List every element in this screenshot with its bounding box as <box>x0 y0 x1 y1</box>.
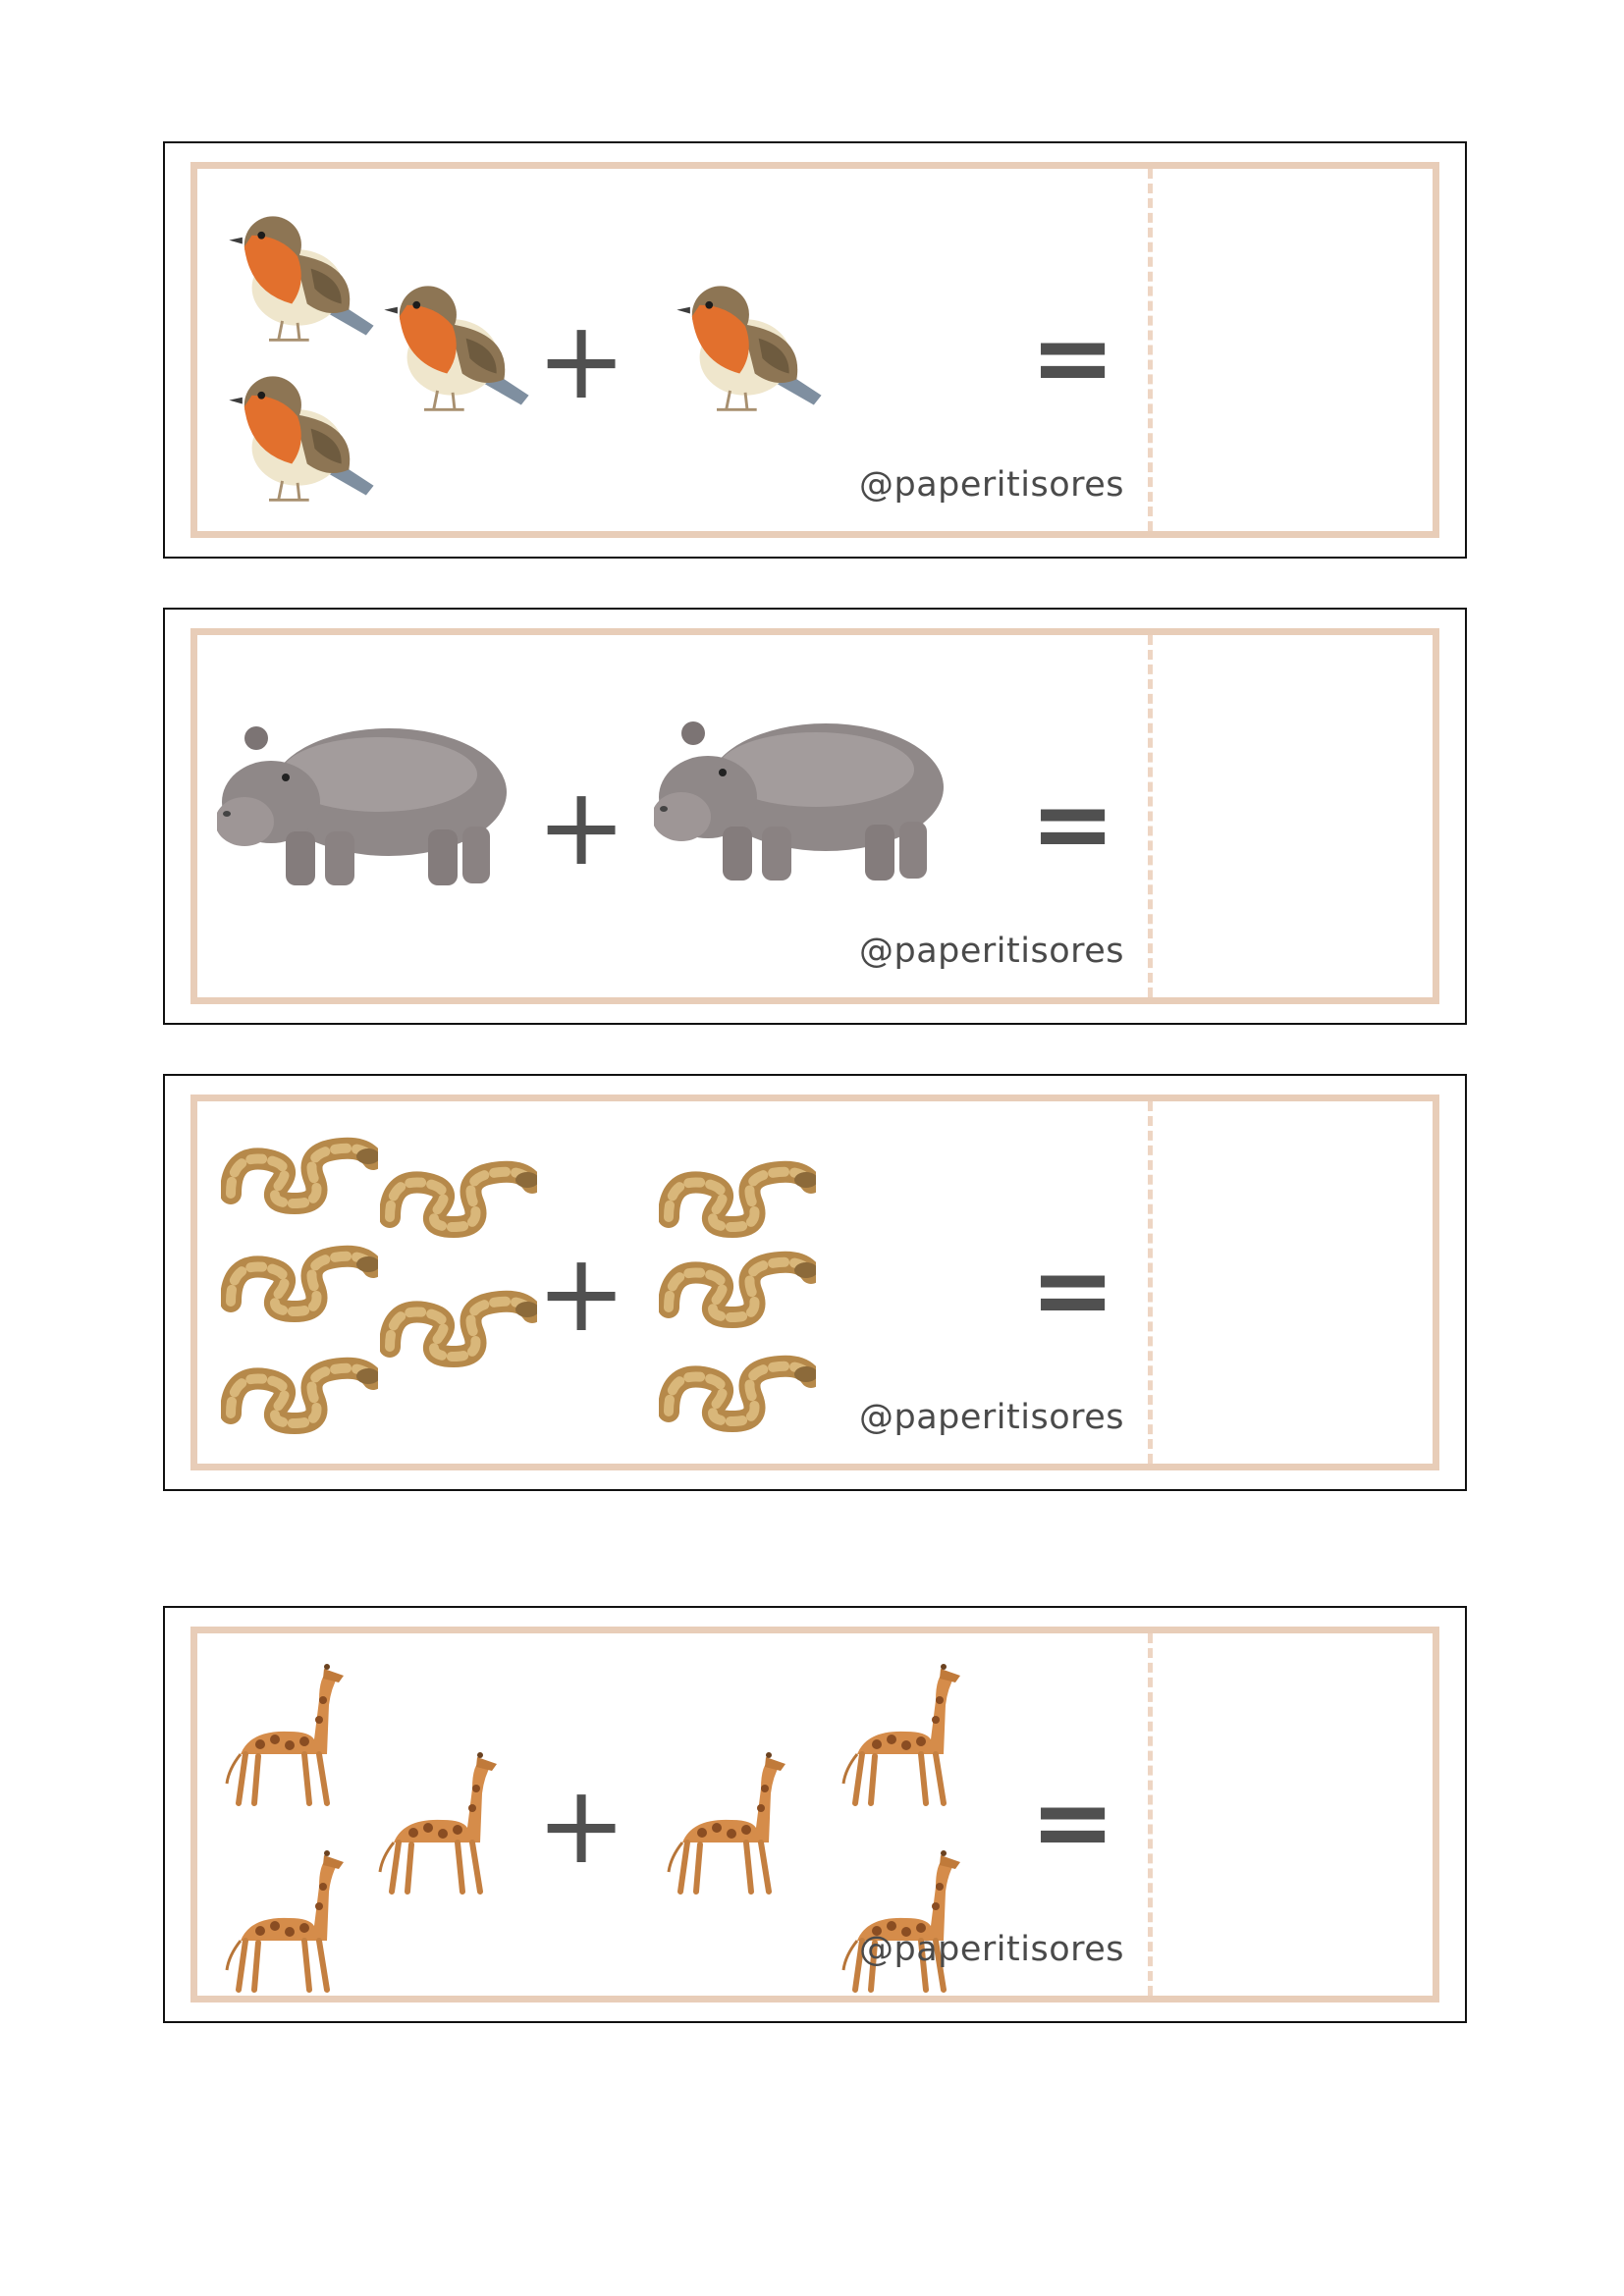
watermark: @paperitisores <box>859 1930 1125 1969</box>
snake-icon <box>659 1148 816 1247</box>
hippo-icon <box>217 714 512 890</box>
card-frame <box>190 162 1439 538</box>
snake-icon <box>221 1345 378 1443</box>
robin-icon <box>221 357 378 509</box>
giraffe-icon <box>838 1661 965 1808</box>
card-frame <box>190 628 1439 1004</box>
plus-sign: + <box>536 764 627 889</box>
giraffe-icon <box>663 1749 790 1896</box>
snake-icon <box>659 1343 816 1441</box>
card-frame <box>190 1627 1439 2002</box>
card-frame <box>190 1095 1439 1470</box>
robin-icon <box>221 197 378 349</box>
equals-sign: = <box>1030 764 1116 883</box>
equals-sign: = <box>1030 1762 1116 1882</box>
snake-icon <box>659 1239 816 1337</box>
equals-sign: = <box>1030 297 1116 417</box>
equals-sign: = <box>1030 1230 1116 1350</box>
equation-card-giraffes <box>163 1606 1467 2023</box>
giraffe-icon <box>221 1847 349 1995</box>
watermark: @paperitisores <box>859 1398 1125 1437</box>
answer-box[interactable] <box>1153 1101 1433 1464</box>
robin-icon <box>376 267 533 419</box>
robin-icon <box>669 267 826 419</box>
answer-box[interactable] <box>1153 1633 1433 1996</box>
hippo-icon <box>654 709 948 885</box>
giraffe-icon <box>374 1749 502 1896</box>
snake-icon <box>380 1148 537 1247</box>
plus-sign: + <box>536 1230 627 1356</box>
plus-sign: + <box>536 1762 627 1888</box>
giraffe-icon <box>221 1661 349 1808</box>
snake-icon <box>380 1278 537 1376</box>
equation-card-robins <box>163 141 1467 559</box>
equation-card-snakes <box>163 1074 1467 1491</box>
plus-sign: + <box>536 297 627 423</box>
snake-icon <box>221 1125 378 1223</box>
watermark: @paperitisores <box>859 932 1125 971</box>
watermark: @paperitisores <box>859 465 1125 505</box>
answer-box[interactable] <box>1153 635 1433 997</box>
equation-card-hippos <box>163 608 1467 1025</box>
giraffe-icon <box>838 1847 965 1995</box>
answer-box[interactable] <box>1153 169 1433 531</box>
snake-icon <box>221 1233 378 1331</box>
